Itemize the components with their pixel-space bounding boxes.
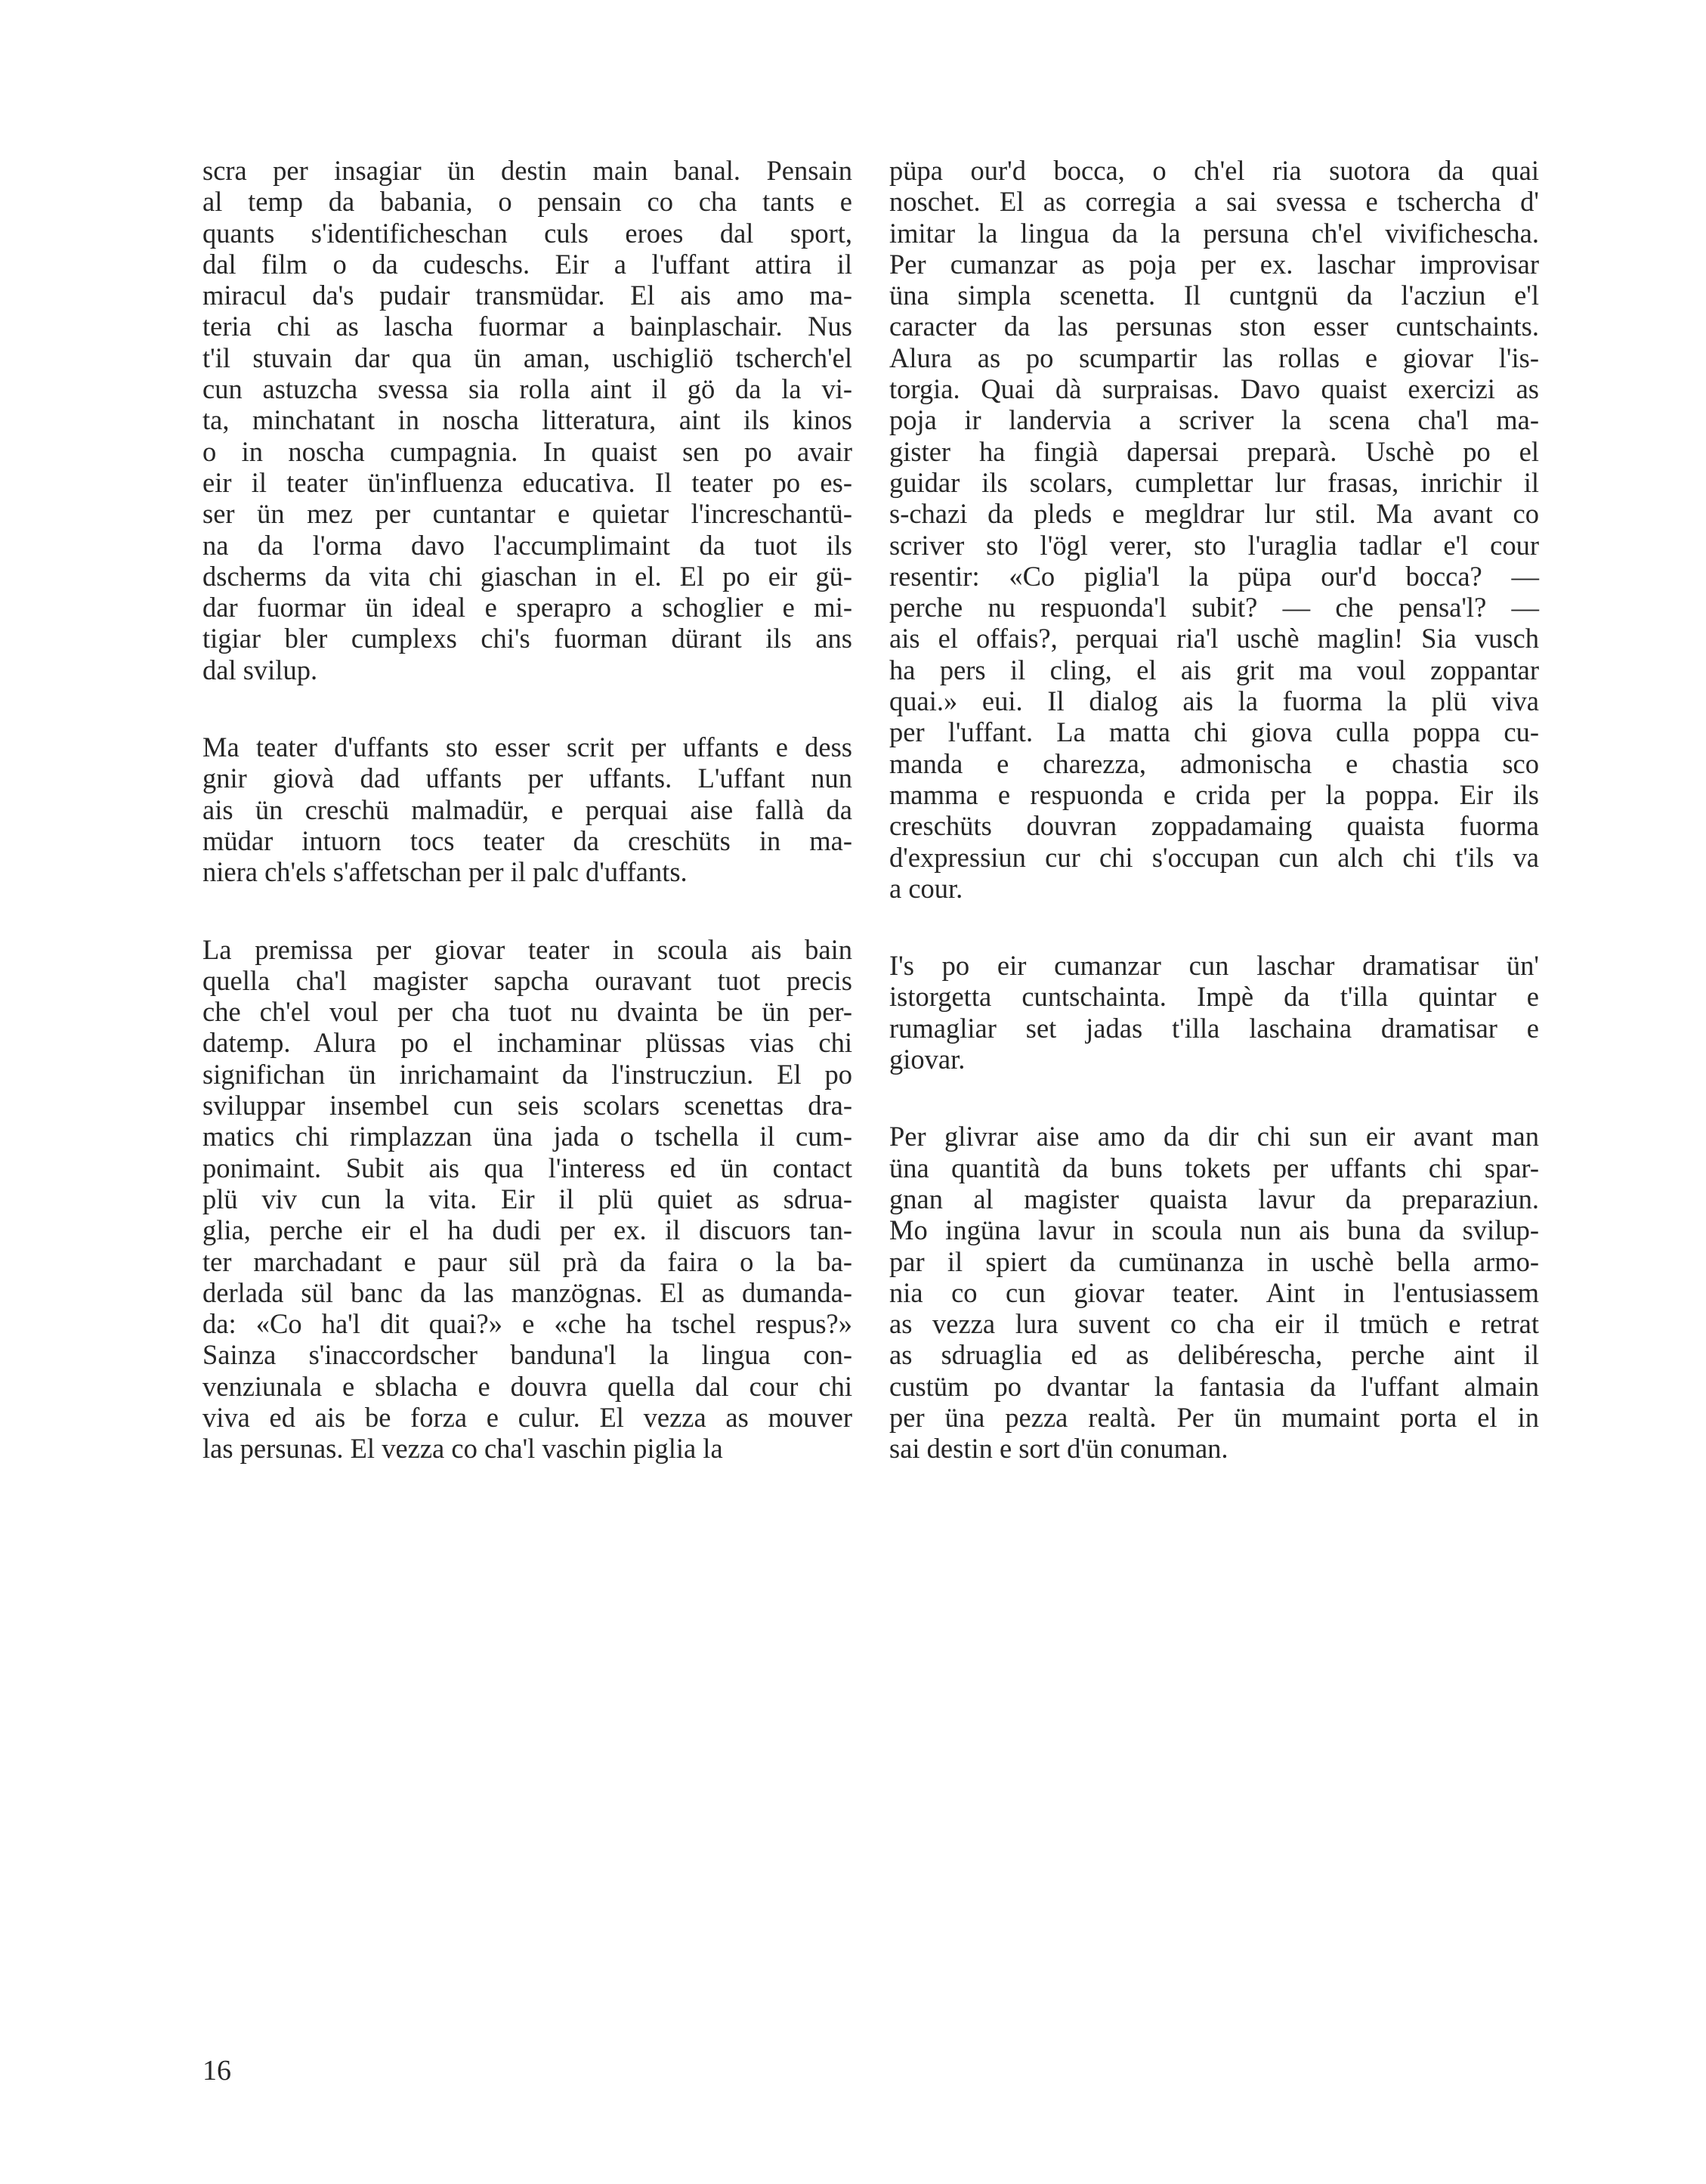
text-line: as vezza lura suvent co cha eir il tmüch e retrat [889,1308,1539,1340]
paragraph [202,732,852,887]
text-line: t'il stuvain dar qua ün aman, uschigliö tscherch'el [202,342,852,373]
text-line: perche nu respuonda'l subit? — che pensa'l? — [889,592,1539,623]
paragraph [889,155,1539,904]
text-line: ais el offais?, perquai ria'l uschè maglin! Sia vusch [889,623,1539,654]
text-line: dar fuormar ün ideal e sperapro a schoglier e mi- [202,592,852,623]
text-line: per üna pezza realtà. Per ün mumaint porta el in [889,1401,1539,1433]
paragraph [202,155,852,685]
text-line: sviluppar insembel cun seis scolars scenettas dra- [202,1090,852,1121]
text-line: üna quantità da buns tokets per uffants chi spar- [889,1152,1539,1183]
text-line: Mo ingüna lavur in scoula nun ais buna da svilup- [889,1214,1539,1246]
text-line: che ch'el voul per cha tuot nu dvainta be ün per- [202,996,852,1028]
text-line: quella cha'l magister sapcha ouravant tuot precis [202,964,852,996]
left-column [202,155,852,1511]
text-line: a cour. [889,872,963,904]
text-line: ser ün mez per cuntantar e quietar l'increschantü- [202,498,852,530]
text-line: nia co cun giovar teater. Aint in l'entusiassem [889,1276,1539,1308]
text-line: giovar. [889,1044,966,1075]
text-line: derlada sül banc da las manzögnas. El as dumanda- [202,1276,852,1308]
text-line: creschüts douvran zoppadamaing quaista fuorma [889,810,1539,842]
text-line: caracter da las persunas ston esser cuntschaints. [889,311,1539,342]
text-line: püpa our'd bocca, o ch'el ria suotora da quai [889,155,1539,186]
text-line: ter marchadant e paur sül prà da faira o la ba- [202,1245,852,1277]
text-line: noschet. El as corregia a sai svessa e tschercha d' [889,186,1539,218]
text-line: par il spiert da cumünanza in uschè bella armo- [889,1245,1539,1277]
text-line: o in noscha cumpagnia. In quaist sen po avair [202,435,852,467]
text-line: torgia. Quai dà surpraisas. Davo quaist exercizi as [889,373,1539,405]
text-line: glia, perche eir el ha dudi per ex. il discuors tan- [202,1214,852,1246]
text-line: ta, minchatant in noscha litteratura, aint ils kinos [202,404,852,436]
text-line: ha pers il cling, el ais grit ma voul zoppantar [889,654,1539,685]
text-line: matics chi rimplazzan üna jada o tschella il cum- [202,1121,852,1152]
text-line: Alura as po scumpartir las rollas e giovar l'is- [889,342,1539,373]
text-line: eir il teater ün'influenza educativa. Il teater po es- [202,466,852,498]
right-column [889,155,1539,1511]
paragraph [202,934,852,1465]
text-line: manda e charezza, admonischa e chastia sco [889,747,1539,779]
text-line: poja ir landervia a scriver la scena cha'l ma- [889,404,1539,436]
text-line: teria chi as lascha fuormar a bainplaschair. Nus [202,311,852,342]
text-line: niera ch'els s'affetschan per il palc d'uffants. [202,856,688,888]
text-line: quants s'identificheschan culs eroes dal sport, [202,217,852,249]
text-line: Per glivrar aise amo da dir chi sun eir avant man [889,1121,1539,1152]
paragraph [889,1121,1539,1464]
text-line: gister ha fingià dapersai preparà. Uschè po el [889,435,1539,467]
text-line: Sainza s'inaccordscher banduna'l la lingua con- [202,1339,852,1371]
text-line: rumagliar set jadas t'illa laschaina dramatisar e [889,1012,1539,1044]
text-line: al temp da babania, o pensain co cha tants e [202,186,852,218]
paragraph [889,950,1539,1075]
text-line: gnan al magister quaista lavur da preparaziun. [889,1183,1539,1214]
text-line: viva ed ais be forza e culur. El vezza as mouver [202,1401,852,1433]
text-line: as sdruaglia ed as delibérescha, perche aint il [889,1339,1539,1371]
text-line: per l'uffant. La matta chi giova culla poppa cu- [889,716,1539,748]
text-line: d'expressiun cur chi s'occupan cun alch chi t'ils va [889,841,1539,873]
text-line: da: «Co ha'l dit quai?» e «che ha tschel respus?» [202,1308,852,1340]
text-line: Per cumanzar as poja per ex. laschar improvisar [889,248,1539,280]
text-line: scriver sto l'ögl verer, sto l'uraglia tadlar e'l cour [889,529,1539,561]
text-line: tigiar bler cumplexs chi's fuorman dürant ils ans [202,623,852,654]
text-line: scra per insagiar ün destin main banal. Pensain [202,155,852,186]
text-line: las persunas. El vezza co cha'l vaschin piglia la [202,1433,723,1465]
text-line: I's po eir cumanzar cun laschar dramatisar ün' [889,950,1539,982]
text-line: istorgetta cuntschainta. Impè da t'illa quintar e [889,981,1539,1013]
text-line: üna simpla scenetta. Il cuntgnü da l'acziun e'l [889,280,1539,311]
text-line: mamma e respuonda e crida per la poppa. Eir ils [889,778,1539,810]
text-line: ponimaint. Subit ais qua l'interess ed ün contact [202,1152,852,1183]
text-line: venziunala e sblacha e douvra quella dal cour chi [202,1370,852,1402]
text-line: cun astuzcha svessa sia rolla aint il gö da la vi- [202,373,852,405]
text-line: sai destin e sort d'ün conuman. [889,1433,1229,1465]
text-line: significhan ün inrichamaint da l'instrucziun. El po [202,1058,852,1090]
text-line: custüm po dvantar la fantasia da l'uffant almain [889,1370,1539,1402]
text-line: gnir giovà dad uffants per uffants. L'uffant nun [202,763,852,794]
text-line: Ma teater d'uffants sto esser scrit per uffants e dess [202,732,852,763]
text-line: miracul da's pudair transmüdar. El ais amo ma- [202,280,852,311]
text-line: s-chazi da pleds e megldrar lur stil. Ma avant co [889,498,1539,530]
text-line: dal film o da cudeschs. Eir a l'uffant attira il [202,248,852,280]
text-line: na da l'orma davo l'accumplimaint da tuot ils [202,529,852,561]
text-line: datemp. Alura po el inchaminar plüssas vias chi [202,1027,852,1059]
text-line: resentir: «Co piglia'l la püpa our'd bocca? — [889,560,1539,592]
text-line: dal svilup. [202,654,318,685]
text-line: imitar la lingua da la persuna ch'el vivifichescha. [889,217,1539,249]
text-line: ais ün creschü malmadür, e perquai aise fallà da [202,793,852,825]
text-line: plü viv cun la vita. Eir il plü quiet as sdrua- [202,1183,852,1214]
text-line: guidar ils scolars, cumplettar lur frasas, inrichir il [889,466,1539,498]
text-line: dscherms da vita chi giaschan in el. El po eir gü- [202,560,852,592]
text-line: müdar intuorn tocs teater da creschüts in ma- [202,824,852,856]
text-line: La premissa per giovar teater in scoula ais bain [202,933,852,965]
text-line: quai.» eui. Il dialog ais la fuorma la plü viva [889,685,1539,717]
page-number: 16 [202,2055,231,2087]
